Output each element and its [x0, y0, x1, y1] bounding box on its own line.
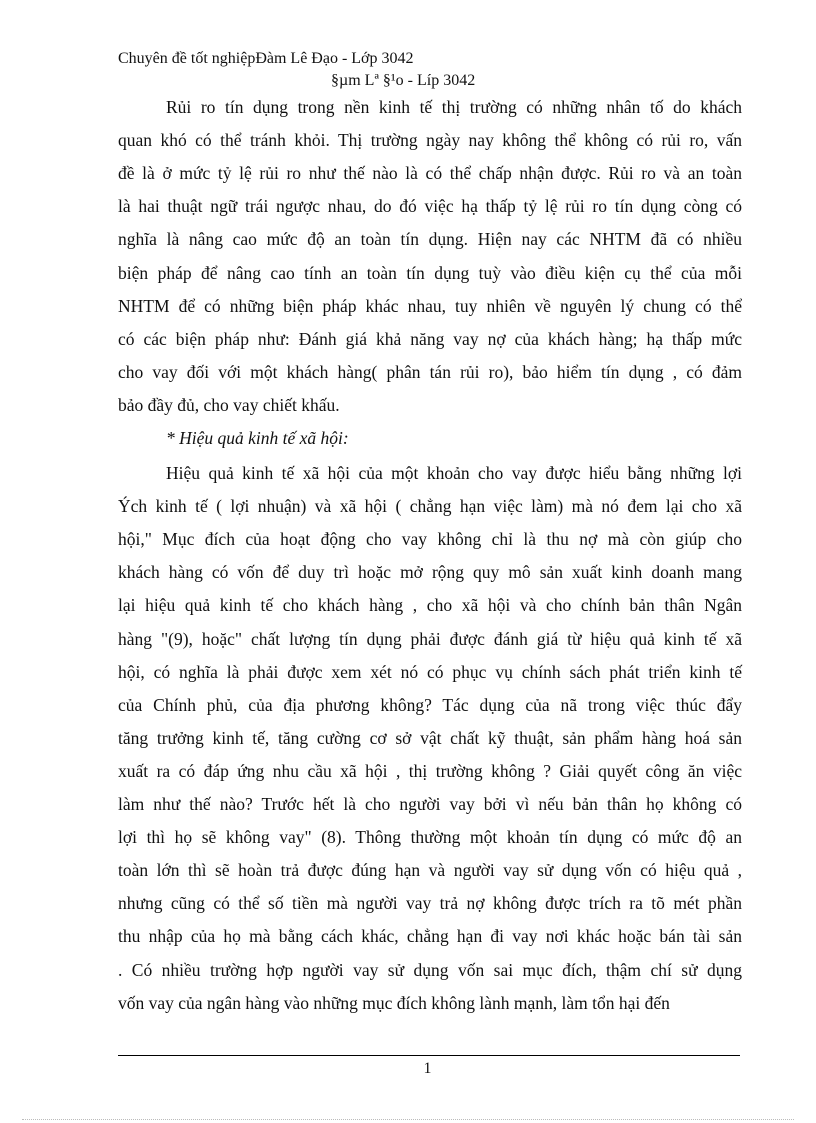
text-line: cho vay đối với một khách hàng( phân tán rủi ro), bảo hiểm tín dụng , có đảm: [118, 361, 742, 382]
text-line: . Có nhiều trường hợp người vay sử dụng vốn sai mục đích, thậm chí sử dụng: [118, 959, 742, 980]
text-line: vốn vay của ngân hàng vào những mục đích không lành mạnh, làm tổn hại đến: [118, 992, 670, 1013]
text-line: nhưng cũng có thể số tiền mà người vay trả nợ không được trích ra tõ mét phần: [118, 893, 742, 914]
page-break-line: [22, 1119, 794, 1120]
text-line: toàn lớn thì sẽ hoàn trả được đúng hạn và người vay sử dụng vốn có hiệu quả ,: [118, 860, 742, 881]
text-line: khách hàng có vốn để duy trì hoặc mở rộng quy mô sản xuất kinh doanh mang: [118, 562, 742, 583]
text-line: xuất ra có đáp ứng nhu cầu xã hội , thị trường không ? Giải quyết công ăn việc: [118, 760, 742, 781]
text-line: lại hiệu quả kinh tế cho khách hàng , cho xã hội và cho chính bản thân Ngân: [118, 595, 742, 616]
text-line: thu nhập của họ mà bằng cách khác, chẳng hạn đi vay nơi khác hoặc bán tài sản: [118, 926, 742, 947]
text-line: biện pháp để nâng cao tính an toàn tín dụng tuỳ vào điều kiện cụ thể của mỗi: [118, 262, 742, 283]
text-line: hàng "(9), hoặc" chất lượng tín dụng phải được đánh giá từ hiệu quả kinh tế xã: [118, 628, 742, 649]
text-line: quan khó có thể tránh khỏi. Thị trường ngày nay không thể không có rủi ro, vấn: [118, 130, 742, 151]
text-line: lợi thì họ sẽ không vay" (8). Thông thường một khoản tín dụng có mức độ an: [118, 827, 742, 848]
text-line: của Chính phủ, của địa phương không? Tác dụng của nã trong việc thúc đẩy: [118, 694, 742, 715]
text-line: hội," Mục đích của hoạt động cho vay không chỉ là thu nợ mà còn giúp cho: [118, 529, 742, 550]
text-line: đề là ở mức tỷ lệ rủi ro như thế nào là có thể chấp nhận được. Rủi ro và an toàn: [118, 163, 742, 184]
text-line: Rủi ro tín dụng trong nền kinh tế thị trường có những nhân tố do khách: [166, 97, 742, 117]
subheading-socio-economic-efficiency: * Hiệu quả kinh tế xã hội:: [166, 428, 349, 448]
text-line: tăng trưởng kinh tế, tăng cường cơ sở vật chất kỹ thuật, sản phẩm hàng hoá sản: [118, 727, 742, 748]
running-header: Chuyên đề tốt nghiệpĐàm Lê Đạo - Lớp 3042: [118, 50, 414, 67]
text-line: nghĩa là nâng cao mức độ an toàn tín dụng. Hiện nay các NHTM đã có nhiều: [118, 229, 742, 250]
text-line: làm như thế nào? Trước hết là cho người vay bởi vì nếu bản thân họ không có: [118, 794, 742, 814]
text-line: bảo đầy đủ, cho vay chiết khấu.: [118, 394, 340, 415]
text-line: có các biện pháp như: Đánh giá khả năng vay nợ của khách hàng; hạ thấp mức: [118, 328, 742, 349]
text-line: Hiệu quả kinh tế xã hội của một khoản cho vay được hiểu bằng những lợi: [166, 463, 742, 483]
text-line: Ých kinh tế ( lợi nhuận) và xã hội ( chẳng hạn việc làm) mà nó đem lại cho xã: [118, 496, 742, 517]
text-line: hội, có nghĩa là phải được xem xét nó có phục vụ chính sách phát triển kinh tế: [118, 661, 742, 682]
text-line: là hai thuật ngữ trái ngược nhau, do đó việc hạ thấp tỷ lệ rủi ro tín dụng còng có: [118, 196, 742, 217]
page-number: 1: [423, 1060, 432, 1077]
text-line: NHTM để có những biện pháp khác nhau, tuy nhiên về nguyên lý chung có thể: [118, 295, 742, 316]
running-header-encoded: §µm Lª §¹o - Líp 3042: [331, 72, 476, 89]
footer-rule: [118, 1055, 740, 1056]
